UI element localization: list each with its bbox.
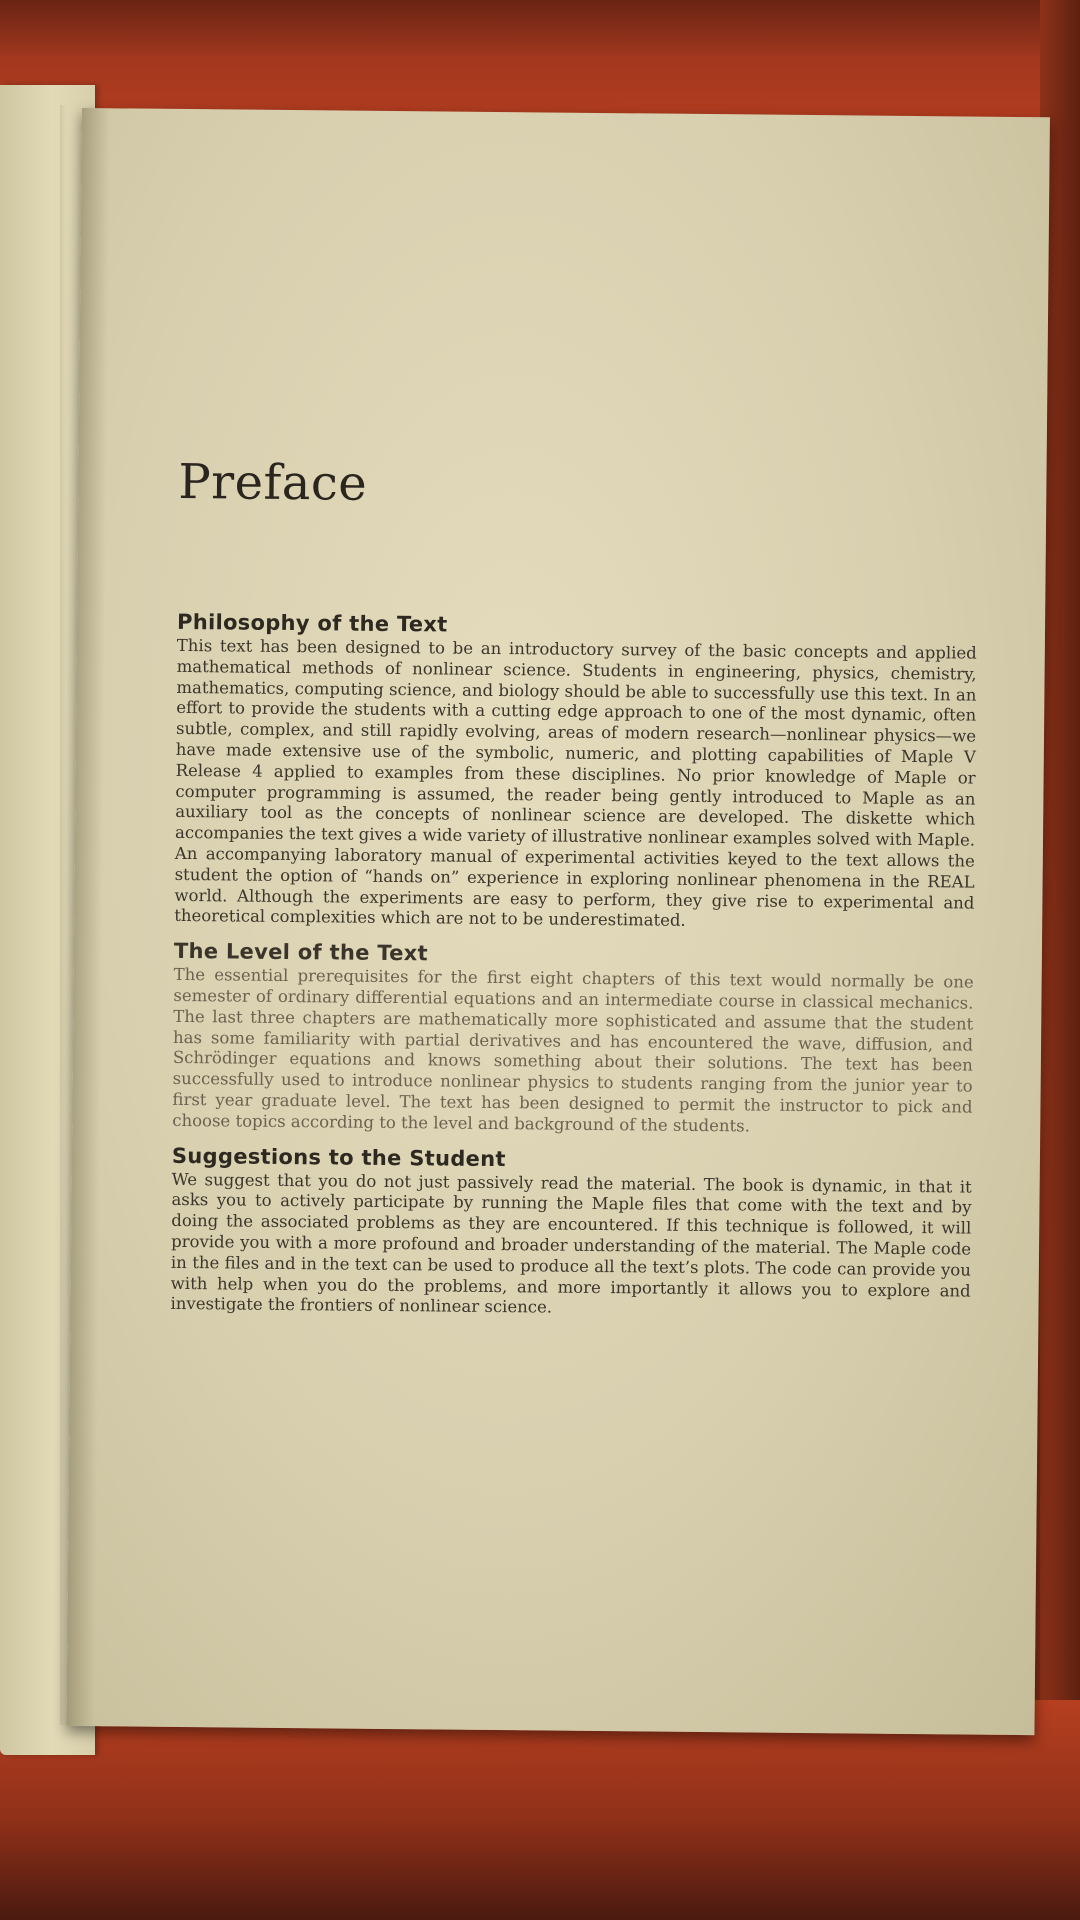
section-body: We suggest that you do not just passively read the material. The book is dynamic, in that it asks you to actively participate by running the Maple files that come with the text and by doing the associated problems as they are encountered. If this technique is followed, it will provide you with a more profound and broader understanding of the material. The Maple code in the files and in the text can be used to produce all the text’s plots. The code can provide you with help when you do the problems, and more importantly it allows you to explore and investigate the frontiers of nonlinear science. [170, 1169, 972, 1317]
section-level [172, 939, 974, 1139]
page-content [170, 454, 978, 1335]
section-body: This text has been designed to be an introductory survey of the basic concepts and applied mathematical methods of nonlinear science. Students in engineering, physics, chemistry, mathematics, computing science, and biology should be able to successfully use this text. In an effort to provide the students with a cutting edge approach to one of the most dynamic, often subtle, complex, and still rapidly evolving, areas of modern research—nonlinear physics—we have made extensive use of the symbolic, numeric, and plotting capabilities of Maple V Release 4 applied to examples from these disciplines. No prior knowledge of Maple or computer programming is assumed, the reader being gently introduced to Maple as an auxiliary tool as the concepts of nonlinear science are developed. The diskette which accompanies the text gives a wide variety of illustrative nonlinear examples solved with Maple. An accompanying laboratory manual of experimental activities keyed to the text allows the student the option of “hands on” experience in exploring nonlinear phenomena in the REAL world. Although the experiments are easy to perform, they give rise to experimental and theoretical complexities which are not to be underestimated. [174, 635, 977, 931]
section-philosophy [174, 610, 977, 935]
page-title: Preface [178, 453, 368, 512]
section-heading: The Level of the Text [173, 939, 428, 966]
background-top [0, 0, 1080, 120]
section-heading: Suggestions to the Student [171, 1143, 506, 1171]
section-heading: Philosophy of the Text [176, 609, 448, 637]
book-page [66, 108, 1049, 1735]
section-body: The essential prerequisites for the first eight chapters of this text would normally be one semester of ordinary differential equations and an intermediate course in classical mechanics. The last three chapters are mathematically more sophisticated and assume that the student has some familiarity with partial derivatives and has encountered the wave, diffusion, and Schrödinger equations and knows something about their solutions. The text has been successfully used to introduce nonlinear physics to students ranging from the junior year to first year graduate level. The text has been designed to permit the instructor to pick and choose topics according to the level and background of the students. [172, 965, 974, 1136]
section-suggestions [170, 1143, 972, 1322]
